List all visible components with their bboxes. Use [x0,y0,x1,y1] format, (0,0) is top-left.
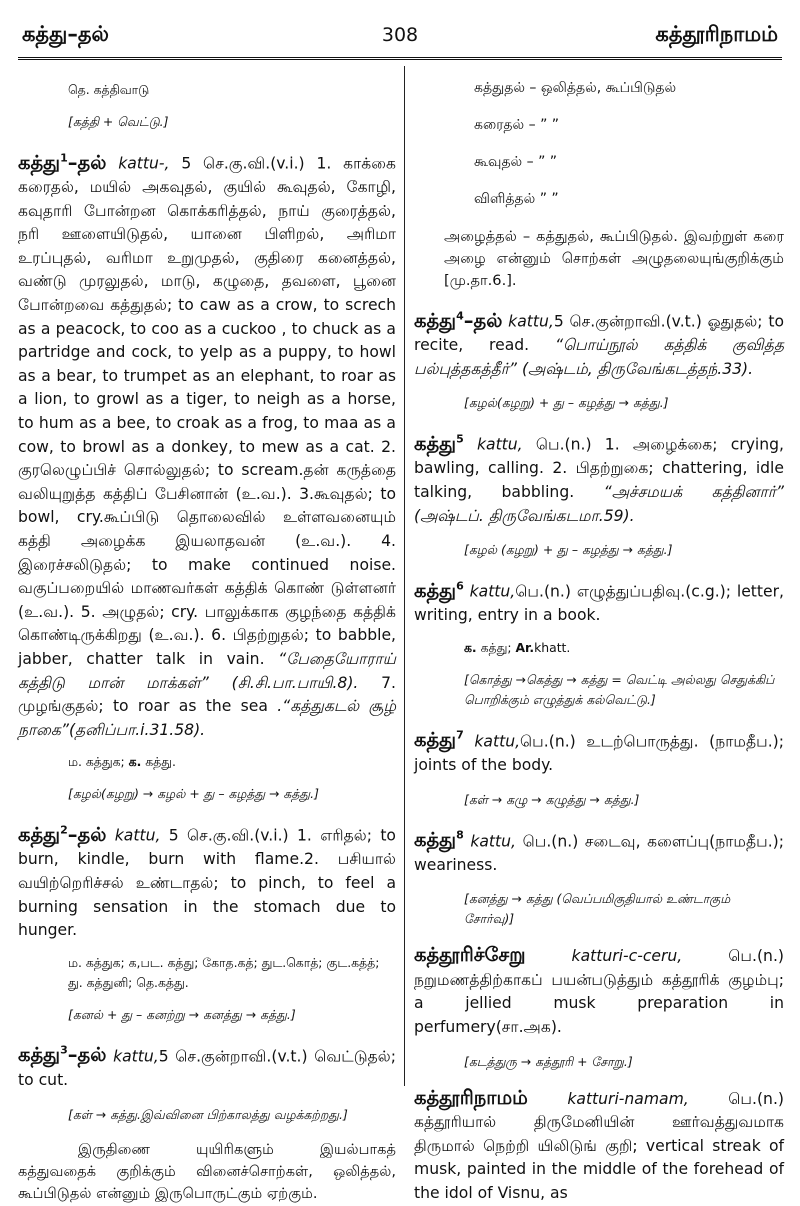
dictionary-entry-kattu-1 [18,146,396,742]
headword: கத்து$^2$–தல் [18,822,107,846]
etymology-note: [கழல்(கழறு) → கழல் + து – கழத்து → கத்து.] [68,786,319,802]
citation: .“கத்துகடல் சூழ் நாகை”(தனிப்பா.i.31.58). [18,697,396,739]
dictionary-entry-kattu-2 [18,818,396,942]
transliteration: katturi-c-ceru, [571,947,683,966]
etymology-note: [கழல்(கழறு) + து – கழத்து → கத்து.] [464,395,669,411]
transliteration: kattu, [474,732,521,751]
definition-cont: 7. முழங்குதல்; to roar as the sea [18,673,396,716]
dictionary-entry-kattu-6 [414,574,784,628]
etymology-note: [கழல் (கழறு) + து – கழத்து → கத்து.] [464,542,673,558]
cognates: க. கத்து; Ar.khatt. [464,639,571,655]
transliteration: kattu, [470,832,516,851]
headword: கத்தூரிநாமம் [414,1085,528,1109]
definition: பெ.(n.) சடைவு, களைப்பு(நாமதீப.); weariness. [414,832,784,874]
dictionary-entry-kattu-7 [414,724,784,778]
citation: “பொய்நூல் கத்திக் குவித்த பல்புத்தகத்தீர்” (அஷ்டம், திருவேங்கடத்தந்.33). [414,336,784,378]
cognates: ம. கத்துக; க,பட. கத்து; கோத.கத்; துட.கொத்; குட.கத்த்; து. கத்துனி; தெ.கத்து. [68,954,380,990]
cognates: ம. கத்துக; க. கத்து. [68,754,176,770]
usage-note: இருதிணை யுயிரிகளும் இயல்பாகத் கத்துவதைக் குறிக்கும் வினைச்சொற்கள், ஒலித்தல், கூப்பிடுதல் என்னும் இருபொருட்கும் ஏற்கும். [18,1140,396,1202]
dictionary-entry-katturinamam [414,1086,784,1206]
transliteration: kattu, [469,582,516,601]
transliteration: kattu, [114,826,161,845]
etymology-note: [கடத்துரு → கத்தூரி + சோறு.] [464,1053,633,1069]
synonym-line: விளித்தல் ” ” [474,191,559,207]
headword: கத்து$^7$ [414,728,464,752]
citation: “அச்சமயக் கத்தினார்” (அஷ்டப். திருவேங்கடமா.59). [414,482,784,525]
page-number: 308 [381,24,419,46]
etymology-note: [கொத்து →கெத்து → கத்து = வெட்டி அல்லது செதுக்கிப் பொறிக்கும் எழுத்துக் கல்வெட்டு.] [464,671,775,707]
headword: கத்து$^4$–தல் [414,308,503,332]
synonym-line: கரைதல் – ” ” [474,117,560,133]
headword: கத்து$^6$ [414,578,464,602]
headword: கத்தூரிச்சேறு [414,943,526,967]
right-column [414,74,784,1202]
column-divider [404,66,405,1086]
transliteration: kattu, [113,1047,159,1066]
definition: 5 செ.கு.வி.(v.i.) 1. காக்கை கரைதல், மயில் அகவுதல், குயில் கூவுதல், கோழி, கவுதாரி போன்றன கொக்கரித்தல், நாய் குரைத்தல், நரி ஊளையிடுதல், யானை பிளிறல், அரிமா உரப்புதல், வரிமா உறுமுதல், குதிரை கனைத்தல், வண்டு முரலுதல், மாடு, கழுதை, தவளை, பூனை போன்றவை கத்துதல்; to caw as a crow, to screch as a peacock, to coo as a cuckoo , to chuck as a partridge and cock, to yelp as a puppy, to howl as a bear, to trumpet as an elephant, to roar as a lion, to growl as a tiger, to neigh as a horse, to hum as a bee, to croak as a frog, to maa as a cow, to browl as a donkey, to mew as a cat. 2. குரலெழுப்பிச் சொல்லுதல்; to scream.தன் கருத்தை வலியுறுத்த கத்திப் பேசினான் (உ.வ.). 3.கூவுதல்; to bowl, cry.கூப்பிடு தொலைவில் உள்ளவனையும் கத்தி அழைக்க இயலாதவன் (உ.வ.). 4. இரைச்சலிடுதல்; to make continued noise. வகுப்பறையில் மாணவர்கள் கத்திக் கொண் டுள்ளனர் (உ.வ.). 5. அழுதல்; cry. பாலுக்காக குழந்தை கத்திக் கொண்டிருக்கிறது (உ.வ.). 6. பிதற்றுதல்; to babble, jabber, chatter talk in vain. [18,154,396,668]
etymology-note: [கனல் + து – கனற்று → கனத்து → கத்து.] [68,1006,296,1022]
page-header [18,20,782,60]
synonym-line: கூவுதல் – ” ” [474,154,558,170]
dictionary-entry-kattu-5 [414,427,784,528]
transliteration: kattu-, [118,154,170,173]
transliteration: kattu, [508,312,554,331]
definition: பெ.(n.) உடற்பொருத்து. (நாமதீப.); joints of the body. [414,732,784,774]
etymology-note: [கள் → கழு → கழுத்து → கத்து.] [464,791,640,807]
synonym-line: கத்துதல் – ஒலித்தல், கூப்பிடுதல் [474,80,677,96]
definition: பெ.(n.) நறுமணத்திற்காகப் பயன்படுத்தும் கத்தூரிக் குழம்பு; a jellied musk preparation in perfumery(சா.அக). [414,947,784,1036]
etymology-note: [கத்தி + வெட்டு.] [68,114,169,129]
etymology-note: [கனத்து → கத்து (வெப்பமிகுதியால் உண்டாகும் சோர்வு)] [464,891,731,927]
definition: பெ.(n.) 1. அழைக்கை; crying, bawling, calling. 2. பிதற்றுகை; chattering, idle talking, babbling. [414,435,784,501]
transliteration: kattu, [476,435,523,454]
headword: கத்து$^5$ [414,431,464,455]
telugu-cognate: தெ. கத்திவாடு [68,82,150,97]
header-last-headword: கத்தூரிநாமம் [655,22,778,46]
definition: 5 செ.கு.வி.(v.i.) 1. எரிதல்; to burn, kindle, burn with flame.2. பசியால் வயிற்றெரிச்சல் உண்டாதல்; to pinch, to feel a burning sensation in the stomach due to hunger. [18,826,396,940]
citation: “பேதையோராய் கத்திடு மான் மாக்கள்” (சி.சி.பா.பாயி.8). [18,649,396,692]
headword: கத்து$^1$–தல் [18,150,107,174]
definition: 5 செ.குன்றாவி.(v.t.) வெட்டுதல்; to cut. [18,1047,396,1089]
header-first-headword: கத்து–தல் [22,22,109,46]
headword: கத்து$^3$–தல் [18,1043,107,1067]
dictionary-entry-kattu-3 [18,1039,396,1093]
definition: பெ.(n.) எழுத்துப்பதிவு.(c.g.); letter, writing, entry in a book. [414,582,784,625]
dictionary-entry-katturicceru [414,943,784,1039]
definition: 5 செ.குன்றாவி.(v.t.) ஓதுதல்; to recite, read. [414,312,784,355]
definition: பெ.(n.) கத்தூரியால் திருமேனியின் ஊர்வத்துவமாக திருமால் நெற்றி யிலிடுங் குறி; vertical streak of musk, painted in the middle of the forehead of the idol of Visnu, as [414,1089,784,1202]
dictionary-entry-kattu-4 [414,304,784,381]
usage-note: அழைத்தல் – கத்துதல், கூப்பிடுதல். இவற்றுள் கரை அழை என்னும் சொற்கள் அழுதலையுங்குறிக்கும் [மு.தா.6.]. [444,228,784,289]
left-column [18,74,396,1202]
etymology-note: [கள் → கத்து.இவ்வினை பிற்காலத்து வழக்கற்றது.] [68,1106,348,1122]
transliteration: katturi-namam, [567,1089,689,1108]
dictionary-entry-kattu-8 [414,824,784,878]
headword: கத்து$^8$ [414,828,464,852]
